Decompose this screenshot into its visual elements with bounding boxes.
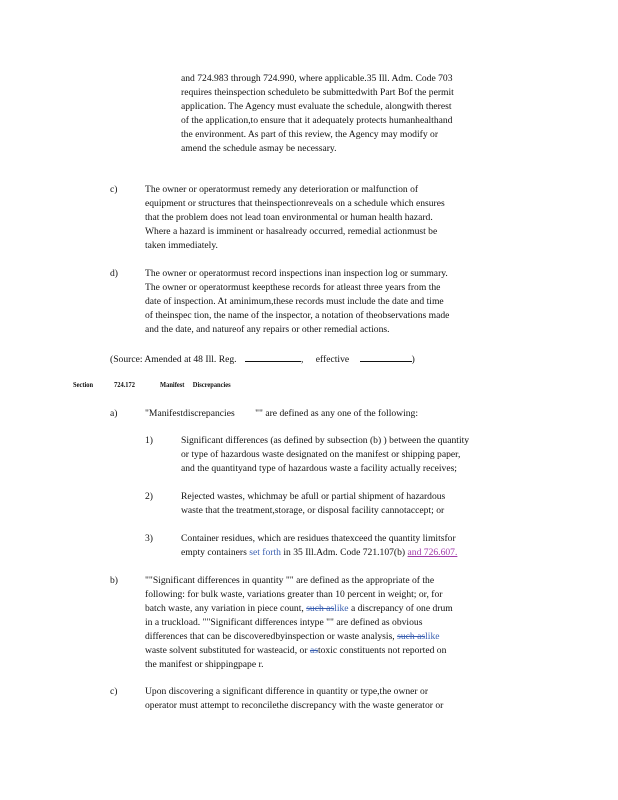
item-b-text: in a truckload. (145, 617, 201, 628)
source-line (110, 351, 415, 367)
section-number: 724.172 (114, 380, 135, 389)
text-line: that the problem does not lead toan environmental or human health hazard. (145, 212, 433, 223)
item-b-text: a discrepancy of one drum (350, 603, 453, 614)
item-a-text (145, 407, 418, 421)
effective-date-blank (360, 351, 412, 362)
item-a-quote: "" (255, 408, 263, 419)
item-d-label: d) (110, 268, 118, 279)
subitem-2-label: 2) (145, 491, 153, 502)
text-line: amend the schedule asmay be necessary. (181, 143, 337, 154)
item-b-text: waste solvent substituted for wasteacid, or (145, 645, 308, 656)
text-line: taken immediately. (145, 240, 218, 251)
text-line: Upon discovering a significant difference in quantity or type,the owner or (145, 686, 429, 697)
deleted-text: such as (306, 603, 335, 614)
quote-mark: "" (326, 617, 334, 628)
text-line: and the quantityand type of hazardous waste a facility actually receives; (181, 463, 457, 474)
source-prefix: (Source: Amended at 48 Ill. Reg. (110, 354, 237, 365)
item-b-text: are defined as obvious (336, 617, 423, 628)
inserted-period: . (454, 547, 458, 558)
item-b-paragraph (145, 574, 531, 672)
text-line (145, 630, 531, 644)
text-line: or type of hazardous waste designated on the manifest or shipping paper, (181, 449, 461, 460)
item-c-paragraph (145, 183, 521, 253)
section-word: Section (73, 380, 94, 389)
item-c2-paragraph (145, 685, 521, 713)
subitem-3-label: 3) (145, 533, 153, 544)
deleted-text: as (309, 645, 318, 656)
item-d-paragraph (145, 267, 521, 337)
item-b-text: batch waste, any variation in piece count, (145, 603, 304, 614)
quote-mark: "" (145, 575, 153, 586)
intro-paragraph (181, 72, 521, 156)
text-line: Where a hazard is imminent or hasalready occurred, remedial actionmust be (145, 226, 438, 237)
text-line: the manifest or shippingpape r. (145, 659, 264, 670)
inserted-text: like (334, 603, 349, 614)
text-line: waste that the treatment,storage, or disposal facility cannotaccept; or (181, 505, 445, 516)
source-close: ) (411, 354, 415, 365)
inserted-text: and 726.607 (407, 547, 455, 558)
item-b-text: differences that can be discoveredbyinspection or waste analysis, (145, 631, 395, 642)
item-c-label: c) (110, 184, 118, 195)
inserted-text: like (425, 631, 440, 642)
text-line: the environment. As part of this review, the Agency may modify or (181, 129, 439, 140)
item-b-text: are defined as the appropriate of the (296, 575, 435, 586)
text-line (145, 644, 531, 658)
text-line: Significant differences (as defined by subsection (b) ) between the quantity (181, 435, 470, 446)
subitem-3-text: in 35 Ill.Adm. Code 721.107(b) (283, 547, 406, 558)
text-line: and 724.983 through 724.990, where applicable.35 Ill. Adm. Code 703 (181, 73, 453, 84)
text-line: The owner or operatormust keepthese records for atleast three years from the (145, 282, 441, 293)
inserted-text: set forth (249, 547, 281, 558)
text-line: requires theinspection scheduleto be submittedwith Part Bof the permit (181, 87, 454, 98)
quote-mark: "" (202, 617, 211, 628)
item-b-text: Significant differences in quantity (152, 575, 284, 586)
text-line: and the date, and natureof any repairs or other remedial actions. (145, 324, 390, 335)
item-b-text: toxic constituents not reported on (317, 645, 447, 656)
quote-mark: "" (285, 575, 294, 586)
item-a-term: "Manifestdiscrepancies (145, 408, 235, 419)
text-line: Rejected wastes, whichmay be afull or partial shipment of hazardous (181, 491, 446, 502)
text-line: operator must attempt to reconcilethe discrepancy with the waste generator or (145, 700, 444, 711)
item-a-rest: are defined as any one of the following: (265, 408, 419, 419)
text-line: Container residues, which are residues thatexceed the quantity limitsfor (181, 533, 456, 544)
text-line: application. The Agency must evaluate the schedule, alongwith therest (181, 101, 452, 112)
text-line: equipment or structures that theinspectionreveals on a schedule which ensures (145, 198, 445, 209)
text-line: The owner or operatormust remedy any deterioration or malfunction of (145, 184, 419, 195)
source-comma: , (300, 354, 304, 365)
section-title: Manifest Discrepancies (160, 380, 231, 389)
source-effective: effective (315, 354, 350, 365)
subitem-1-paragraph (181, 434, 536, 476)
item-c2-label: c) (110, 686, 118, 697)
subitem-3-text: empty containers (181, 547, 247, 558)
text-line (145, 602, 531, 616)
item-b-text: Significant differences intype (210, 617, 324, 628)
text-line: of the application,to ensure that it adequately protects humanhealthand (181, 115, 453, 126)
text-line (181, 546, 531, 560)
text-line: The owner or operatormust record inspections inan inspection log or summary. (145, 268, 448, 279)
text-line: date of inspection. At aminimum,these records must include the date and time (145, 296, 444, 307)
deleted-text: such as (397, 631, 426, 642)
subitem-1-label: 1) (145, 435, 153, 446)
subitem-3-paragraph (181, 532, 531, 560)
item-a-label: a) (110, 408, 118, 419)
text-line (145, 616, 531, 630)
text-line: following: for bulk waste, variations greater than 10 percent in weight; or, for (145, 589, 443, 600)
register-blank (245, 351, 301, 362)
item-b-label: b) (110, 575, 118, 586)
text-line (145, 574, 531, 588)
text-line: of theinspec tion, the name of the inspector, a notation of theobservations made (145, 310, 450, 321)
subitem-2-paragraph (181, 490, 511, 518)
